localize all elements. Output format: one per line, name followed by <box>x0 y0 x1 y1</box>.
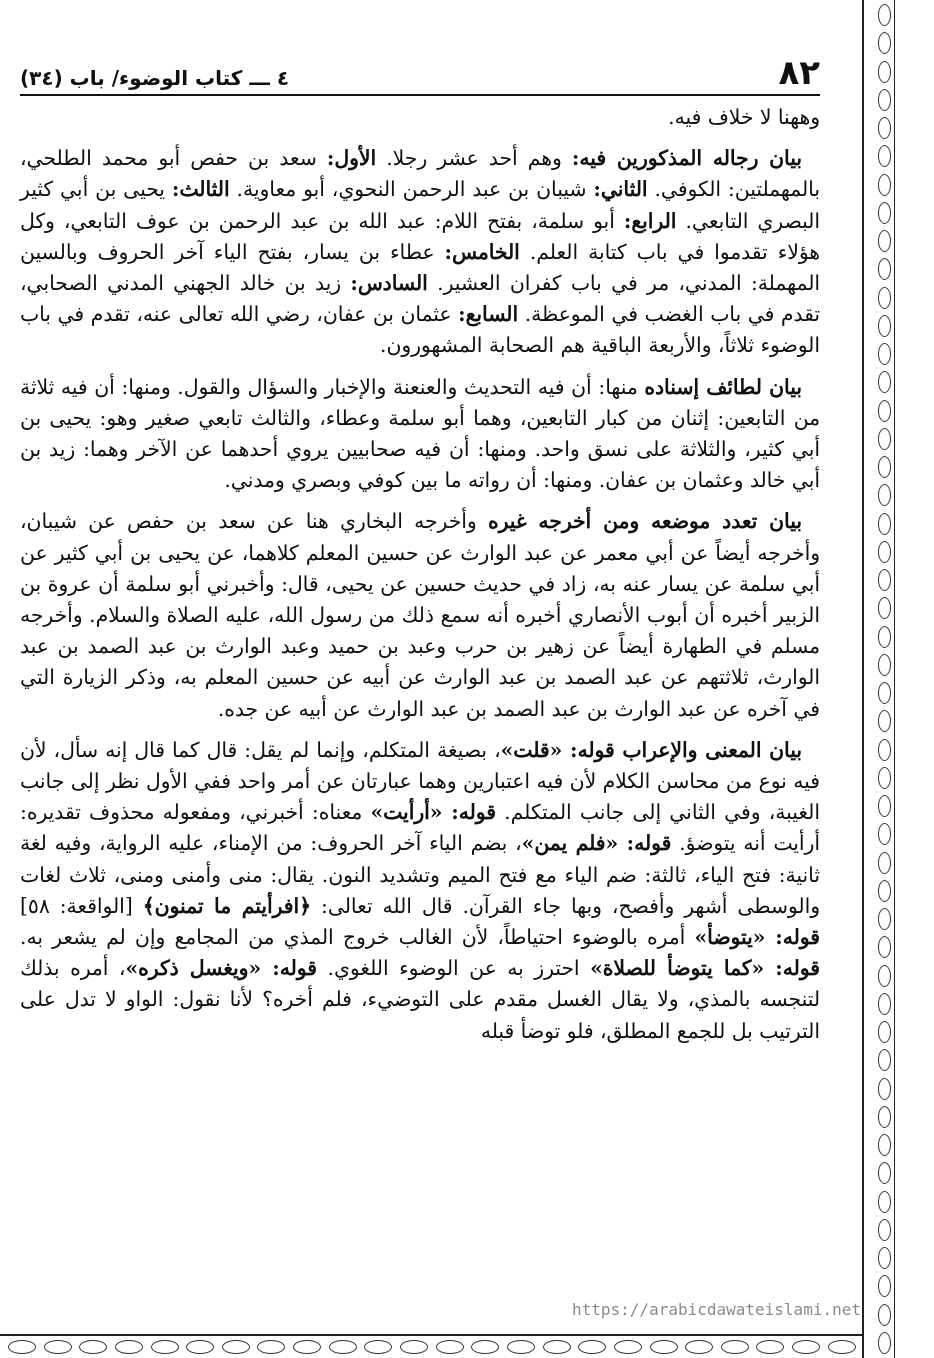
border-ornament <box>436 1340 464 1354</box>
border-ornament <box>878 1304 891 1326</box>
text-run: احترز به عن الوضوء اللغوي. <box>316 956 591 981</box>
bold-heading-run: بيان المعنى والإعراب قوله: «قلت» <box>500 737 802 762</box>
text-run: شيبان بن عبد الرحمن النحوي، أبو معاوية. <box>229 177 594 202</box>
border-ornament <box>878 1162 891 1184</box>
border-ornament <box>878 823 891 845</box>
border-ornament-row <box>8 1339 856 1355</box>
border-ornament <box>878 343 891 365</box>
border-ornament <box>828 1340 856 1354</box>
paragraph <box>20 735 820 1047</box>
border-ornament <box>115 1340 143 1354</box>
border-ornament <box>878 371 891 393</box>
bold-heading-run: قوله: «ويغسل ذكره» <box>125 956 317 981</box>
bold-heading-run: قوله: «فلم يمن» <box>521 831 672 856</box>
text-run: وههنا لا خلاف فيه. <box>668 105 820 129</box>
page-header <box>20 50 820 96</box>
bold-heading-run: الرابع: <box>623 208 677 233</box>
text-run: وأخرجه البخاري هنا عن سعد بن حفص عن شيبان، وأخرجه أيضاً عن أبي معمر عن عبد الوارث عن حسين المعلم كلاهما، عن يحيى بن أبي كثير عن أبي سلمة عن يسار عنه به، زاد في حديث حسين عن يحيى، قال: وأخبرني أبو سلمة أن عروة بن الزبير أخبره أن أبوب الأنصاري أخبره أنه سمع ذلك من رسول الله، عليه الصلاة والسلام. وأخرجه مسلم في الطهارة أيضاً عن زهير بن حرب وعبد بن حميد وعبد الوارث بن عبد الصمد بن عبد الوارث، ثلاثتهم عن عبد الصمد بن عبد الوارث عن أبيه عن حسين المعلم به، وذكر الزيارة التي في آخره عن عبد الوارث بن عبد الصمد بن عبد الوارث عن أبيه عن جده. <box>20 509 820 721</box>
border-ornament <box>329 1340 357 1354</box>
border-ornament <box>878 202 891 224</box>
border-ornament <box>792 1340 820 1354</box>
border-ornament <box>878 1332 891 1354</box>
border-ornament <box>878 710 891 732</box>
text-run: ، أمره بذلك لتنجسه بالمذي، ولا يقال الغسل مقدم على التوضيء، فلم أخره؟ لأنا نقول: الواو لا تدل على الترتيب بل للجمع المطلق، فلو توضأ قبله <box>20 956 820 1043</box>
text-run: ، بضم الياء آخر الحروف: من الإمناء، عليه الرواية، وفيه لغة ثانية: فتح الياء، ثالثة: ضم الياء مع فتح الميم وتشديد النون. يقال: منى وأمنى ومنى، ثلاث لغات والوسطى أشهر وأفصح، وبها جاء القرآن. قال الله تعالى: <box>20 831 821 918</box>
border-ornament <box>878 569 891 591</box>
border-ornament <box>614 1340 642 1354</box>
border-ornament <box>878 852 891 874</box>
border-ornament <box>878 767 891 789</box>
border-ornament <box>878 936 891 958</box>
text-run: سعد بن حفص أبو محمد الطلحي، بالمهملتين: الكوفي. <box>20 146 820 202</box>
border-ornament <box>878 739 891 761</box>
border-ornament <box>878 1275 891 1297</box>
bold-heading-run: بيان لطائف إسناده <box>644 374 802 399</box>
text-run: عثمان بن عفان، رضي الله تعالى عنه، تقدم في باب الوضوء ثلاثاً، والأربعة الباقية هم الصحابة المشهورون. <box>20 302 820 358</box>
border-ornament <box>578 1340 606 1354</box>
border-ornament-column <box>874 4 894 1354</box>
bold-heading-run: الثالث: <box>171 177 230 202</box>
border-ornament <box>79 1340 107 1354</box>
border-ornament <box>400 1340 428 1354</box>
border-ornament <box>878 513 891 535</box>
text-run: أمره بالوضوء احتياطاً، لأن الغالب خروج المذي من المجامع وإن لم يشعر به. <box>20 925 695 950</box>
border-ornament <box>878 428 891 450</box>
border-ornament <box>878 61 891 83</box>
watermark-url: https://arabicdawateislami.net <box>572 1300 861 1319</box>
border-ornament <box>721 1340 749 1354</box>
text-run: [الواقعة: ٥٨] <box>20 893 143 918</box>
border-ornament <box>756 1340 784 1354</box>
border-ornament <box>878 258 891 280</box>
bold-heading-run: بيان تعدد موضعه ومن أخرجه غيره <box>487 509 802 534</box>
text-run: ، بصيغة المتكلم، وإنما لم يقل: قال كما قال إنه سأل، لأن فيه نوع من محاسن الكلام لأن فيه اعتبارين وهما عبارتان عن أمر واحد ففي الأول نظر إلى جانب الغيبة، وفي الثاني إلى جانب المتكلم. <box>20 737 820 825</box>
border-ornament <box>257 1340 285 1354</box>
bold-heading-run: الأول: <box>326 146 377 171</box>
text-run: منها: أن فيه التحديث والعنعنة والإخبار والسؤال والقول. ومنها: أن فيه ثلاثة من التابعين: إثنان من كبار التابعين، وهما أبو سلمة وعطاء، والثالث تابعي صغير وهو: يحيى بن أبي كثير، والثلاثة على نسق واحد. ومنها: أن فيه صحابيين يروي أحدهما عن الآخر وهما: زيد بن أبي خالد وعثمان بن عفان. ومنها: أن رواته ما بين كوفي وبصري ومدني. <box>20 374 820 493</box>
border-ornament <box>878 145 891 167</box>
border-ornament <box>878 1134 891 1156</box>
border-ornament <box>878 4 891 26</box>
text-run: معناه: أخبرني، ومفعوله محذوف تقديره: أرأيت أنه يتوضؤ. <box>20 800 820 856</box>
border-ornament <box>878 682 891 704</box>
border-ornament <box>878 484 891 506</box>
text-run: عطاء بن يسار، بفتح الياء آخر الحروف وبالسين المهملة: المدني، مر في باب كفران العشير. <box>20 239 821 296</box>
border-ornament <box>222 1340 250 1354</box>
border-ornament <box>471 1340 499 1354</box>
border-ornament <box>878 541 891 563</box>
border-ornament <box>878 287 891 309</box>
border-ornament <box>878 32 891 54</box>
text-run: أبو سلمة، بفتح اللام: عبد الله بن عبد الرحمن بن عوف التابعي، وكل هؤلاء تقدموا في باب كتابة العلم. <box>20 208 820 264</box>
paragraph <box>20 102 820 133</box>
border-ornament <box>44 1340 72 1354</box>
border-ornament <box>507 1340 535 1354</box>
border-ornament <box>543 1340 571 1354</box>
border-ornament <box>878 1049 891 1071</box>
bottom-ornamental-border <box>0 1334 864 1358</box>
bold-heading-run: السادس: <box>350 271 428 296</box>
border-ornament <box>364 1340 392 1354</box>
page-body <box>20 102 820 1047</box>
border-ornament <box>878 1219 891 1241</box>
border-ornament <box>685 1340 713 1354</box>
border-ornament <box>8 1340 36 1354</box>
border-ornament <box>878 908 891 930</box>
paragraph <box>20 506 820 724</box>
bold-heading-run: قوله: «أرأيت» <box>370 800 496 825</box>
bold-heading-run: الخامس: <box>444 239 520 264</box>
text-run: يحيى بن أبي كثير البصري التابعي. <box>20 177 820 233</box>
page-number: ٨٢ <box>778 53 820 93</box>
border-ornament <box>878 654 891 676</box>
book-page <box>20 50 820 1047</box>
text-run: وهم أحد عشر رجلا. <box>376 146 572 171</box>
border-inner-line <box>894 0 895 1358</box>
bold-heading-run: قوله: «يتوضأ» <box>694 925 820 950</box>
bold-heading-run: ﴿افرأيتم ما تمنون﴾ <box>142 893 312 918</box>
border-ornament <box>878 456 891 478</box>
border-ornament <box>878 597 891 619</box>
border-ornament <box>878 117 891 139</box>
bold-heading-run: السابع: <box>458 302 519 327</box>
text-run: زيد بن خالد الجهني المدني الصحابي، تقدم في باب الغضب في الموعظة. <box>20 271 820 327</box>
paragraph <box>20 372 820 497</box>
bold-heading-run: قوله: «كما يتوضأ للصلاة» <box>590 956 820 981</box>
paragraph <box>20 143 820 361</box>
bold-heading-run: الثاني: <box>593 177 648 202</box>
border-ornament <box>293 1340 321 1354</box>
border-ornament <box>151 1340 179 1354</box>
border-ornament <box>878 1106 891 1128</box>
running-title: ٤ ـــ كتاب الوضوء/ باب (٣٤) <box>20 66 290 90</box>
bold-heading-run: بيان رجاله المذكورين فيه: <box>571 146 802 171</box>
border-ornament <box>878 1191 891 1213</box>
border-ornament <box>878 400 891 422</box>
right-ornamental-border <box>862 0 934 1358</box>
border-ornament <box>878 89 891 111</box>
border-ornament <box>878 174 891 196</box>
border-ornament <box>650 1340 678 1354</box>
border-ornament <box>878 965 891 987</box>
border-ornament <box>878 315 891 337</box>
border-ornament <box>878 1021 891 1043</box>
border-ornament <box>878 795 891 817</box>
border-ornament <box>878 1247 891 1269</box>
border-ornament <box>878 993 891 1015</box>
border-ornament <box>878 626 891 648</box>
border-ornament <box>878 1078 891 1100</box>
border-ornament <box>186 1340 214 1354</box>
border-ornament <box>878 230 891 252</box>
border-ornament <box>878 880 891 902</box>
